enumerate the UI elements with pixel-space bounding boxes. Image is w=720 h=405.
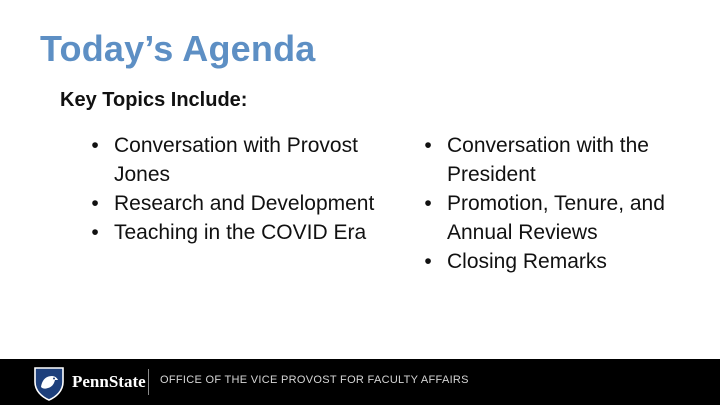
- agenda-item-label: Research and Development: [114, 192, 375, 215]
- agenda-item: [421, 189, 706, 247]
- agenda-item-label: Promotion, Tenure, and Annual Reviews: [447, 192, 665, 244]
- pennstate-logo-text: PennState: [72, 372, 146, 391]
- agenda-item: [88, 189, 378, 218]
- agenda-list-left: [88, 131, 378, 247]
- agenda-item-label: Teaching in the COVID Era: [114, 221, 367, 244]
- bullet-icon: •: [424, 134, 432, 157]
- agenda-item: [88, 131, 378, 189]
- agenda-item: [421, 131, 706, 189]
- bullet-icon: •: [424, 250, 432, 273]
- agenda-list-right: [421, 131, 706, 276]
- agenda-item-label: Conversation with Provost Jones: [114, 134, 358, 186]
- slide-subtitle: Key Topics Include:: [60, 89, 248, 111]
- bullet-icon: •: [91, 221, 99, 244]
- bullet-icon: •: [424, 192, 432, 215]
- office-name: OFFICE OF THE VICE PROVOST FOR FACULTY AFFAIRS: [160, 374, 469, 386]
- agenda-item: [88, 218, 378, 247]
- footer-bar: [0, 359, 720, 405]
- bullet-icon: •: [91, 192, 99, 215]
- agenda-item-label: Conversation with the President: [447, 134, 649, 186]
- bullet-icon: •: [91, 134, 99, 157]
- slide-title: Today’s Agenda: [40, 28, 316, 69]
- nittany-lion-shield-icon: [33, 365, 65, 401]
- footer-divider: [148, 369, 149, 395]
- agenda-item: [421, 247, 706, 276]
- agenda-item-label: Closing Remarks: [447, 250, 607, 273]
